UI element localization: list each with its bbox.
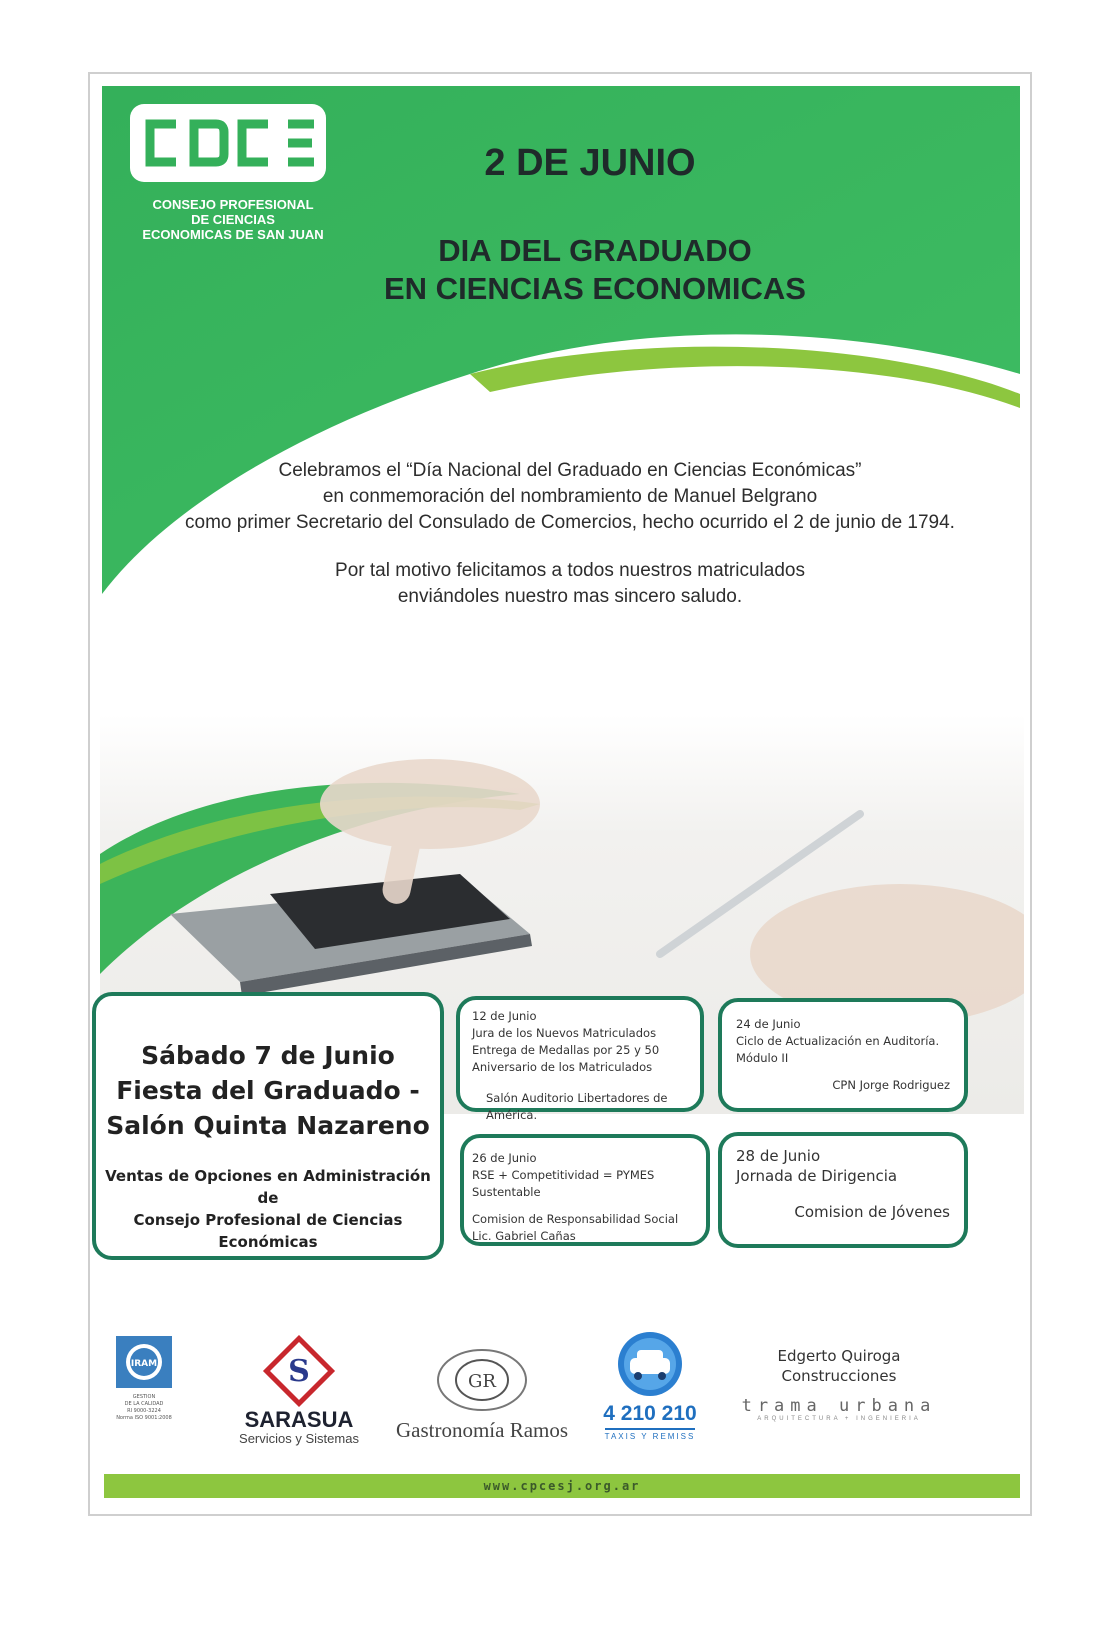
intro-line: enviándoles nuestro mas sincero saludo.	[397, 586, 743, 607]
event-line: 26 de Junio	[472, 1151, 537, 1165]
quiroga-line: Construcciones	[781, 1367, 897, 1385]
main-event-subtitle-line: Ventas de Opciones en Administración de	[105, 1167, 431, 1207]
main-title	[350, 232, 840, 308]
event-box-june-24	[718, 998, 968, 1112]
intro-line: como primer Secretario del Consulado de Comercios, hecho ocurrido el 2 de junio de 1794.	[185, 512, 955, 533]
event-box-june-12	[456, 996, 704, 1122]
intro-line: en conmemoración del nombramiento de Manuel Belgrano	[322, 486, 818, 507]
main-event-title-line: Fiesta del Graduado -	[116, 1076, 420, 1105]
main-title-line: EN CIENCIAS ECONOMICAS	[384, 271, 806, 306]
taxi-tagline: TAXIS Y REMISS	[605, 1428, 696, 1441]
gastronomia-name: Gastronomía Ramos	[395, 1418, 569, 1442]
svg-text:S: S	[288, 1354, 310, 1389]
event-org: Comision de Jóvenes	[794, 1203, 950, 1221]
event-line: Jornada de Dirigencia	[736, 1167, 898, 1185]
event-speaker: CPN Jorge Rodriguez	[832, 1078, 950, 1092]
main-event-title	[96, 1038, 440, 1143]
sponsor-trama-urbana	[716, 1396, 962, 1422]
sponsor-gastronomia	[382, 1340, 582, 1460]
event-line: 12 de Junio	[472, 1009, 537, 1023]
logo-caption	[128, 197, 338, 242]
iram-line: RI 9000-3224	[127, 1408, 161, 1414]
iram-line: DE LA CALIDAD	[124, 1401, 164, 1407]
event-line: Ciclo de Actualización en Auditoría.	[736, 1034, 940, 1048]
event-line: 28 de Junio	[736, 1147, 821, 1165]
taxi-car-icon	[614, 1330, 686, 1398]
poster	[88, 72, 1032, 1516]
event-org-line: Lic. Gabriel Cañas	[472, 1229, 576, 1243]
main-event-subtitle-line: Consejo Profesional de Ciencias Económicas	[133, 1211, 403, 1251]
sarasua-name: SARASUA	[244, 1407, 354, 1432]
sponsor-iram	[104, 1334, 184, 1454]
main-title-line: DIA DEL GRADUADO	[438, 233, 752, 268]
iram-mark: IRAM	[130, 1359, 158, 1369]
event-org-line: Comision de Responsabilidad Social	[472, 1212, 679, 1226]
intro-line: Por tal motivo felicitamos a todos nuestros matriculados	[335, 560, 805, 581]
event-place: Salón Auditorio Libertadores de América.	[486, 1091, 668, 1122]
event-line: Módulo II	[736, 1051, 789, 1065]
gastronomia-mark: GR	[468, 1371, 496, 1392]
logo-caption-line: CONSEJO PROFESIONAL	[152, 197, 314, 212]
footer-url[interactable]: www.cpcesj.org.ar	[483, 1479, 641, 1493]
trama-name: trama urbana	[741, 1396, 937, 1416]
footer-bar	[104, 1474, 1020, 1498]
logo-caption-line: ECONOMICAS DE SAN JUAN	[142, 227, 324, 242]
event-box-june-28	[718, 1132, 968, 1248]
iram-seal-icon	[114, 1334, 174, 1390]
main-event-title-line: Sábado 7 de Junio	[141, 1041, 395, 1070]
sarasua-tagline: Servicios y Sistemas	[239, 1431, 359, 1446]
cpce-logo-mark	[128, 102, 328, 184]
taxi-phone: 4 210 210	[603, 1402, 697, 1425]
event-line: 24 de Junio	[736, 1017, 801, 1031]
cpce-logo	[128, 102, 338, 242]
intro-paragraph-1	[130, 458, 1010, 536]
sponsor-taxi	[588, 1330, 712, 1454]
intro-line: Celebramos el “Día Nacional del Graduado en Ciencias Económicas”	[278, 460, 862, 481]
sarasua-logo-icon	[262, 1334, 336, 1408]
main-event-title-line: Salón Quinta Nazareno	[106, 1111, 430, 1140]
logo-caption-line: DE CIENCIAS	[191, 212, 275, 227]
event-box-june-26	[460, 1134, 710, 1246]
sponsors-row	[90, 1334, 1032, 1464]
event-line: Aniversario de los Matriculados	[472, 1060, 653, 1074]
gastronomia-crest-icon	[432, 1340, 532, 1418]
event-line: Entrega de Medallas por 25 y 50	[472, 1043, 660, 1057]
date-title: 2 DE JUNIO	[484, 142, 696, 184]
sponsor-sarasua	[224, 1334, 374, 1454]
event-box-main	[92, 992, 444, 1260]
event-line: RSE + Competitividad = PYMES Sustentable	[472, 1168, 655, 1199]
intro-paragraph-2	[130, 558, 1010, 610]
iram-line: GESTION	[132, 1394, 156, 1400]
event-line: Jura de los Nuevos Matriculados	[472, 1026, 657, 1040]
main-event-subtitle	[96, 1165, 440, 1253]
iram-line: Norma ISO 9001:2008	[116, 1415, 172, 1421]
trama-tagline: ARQUITECTURA + INGENIERIA	[757, 1416, 921, 1422]
quiroga-line: Edgerto Quiroga	[777, 1347, 901, 1365]
sponsor-quiroga	[716, 1346, 962, 1386]
